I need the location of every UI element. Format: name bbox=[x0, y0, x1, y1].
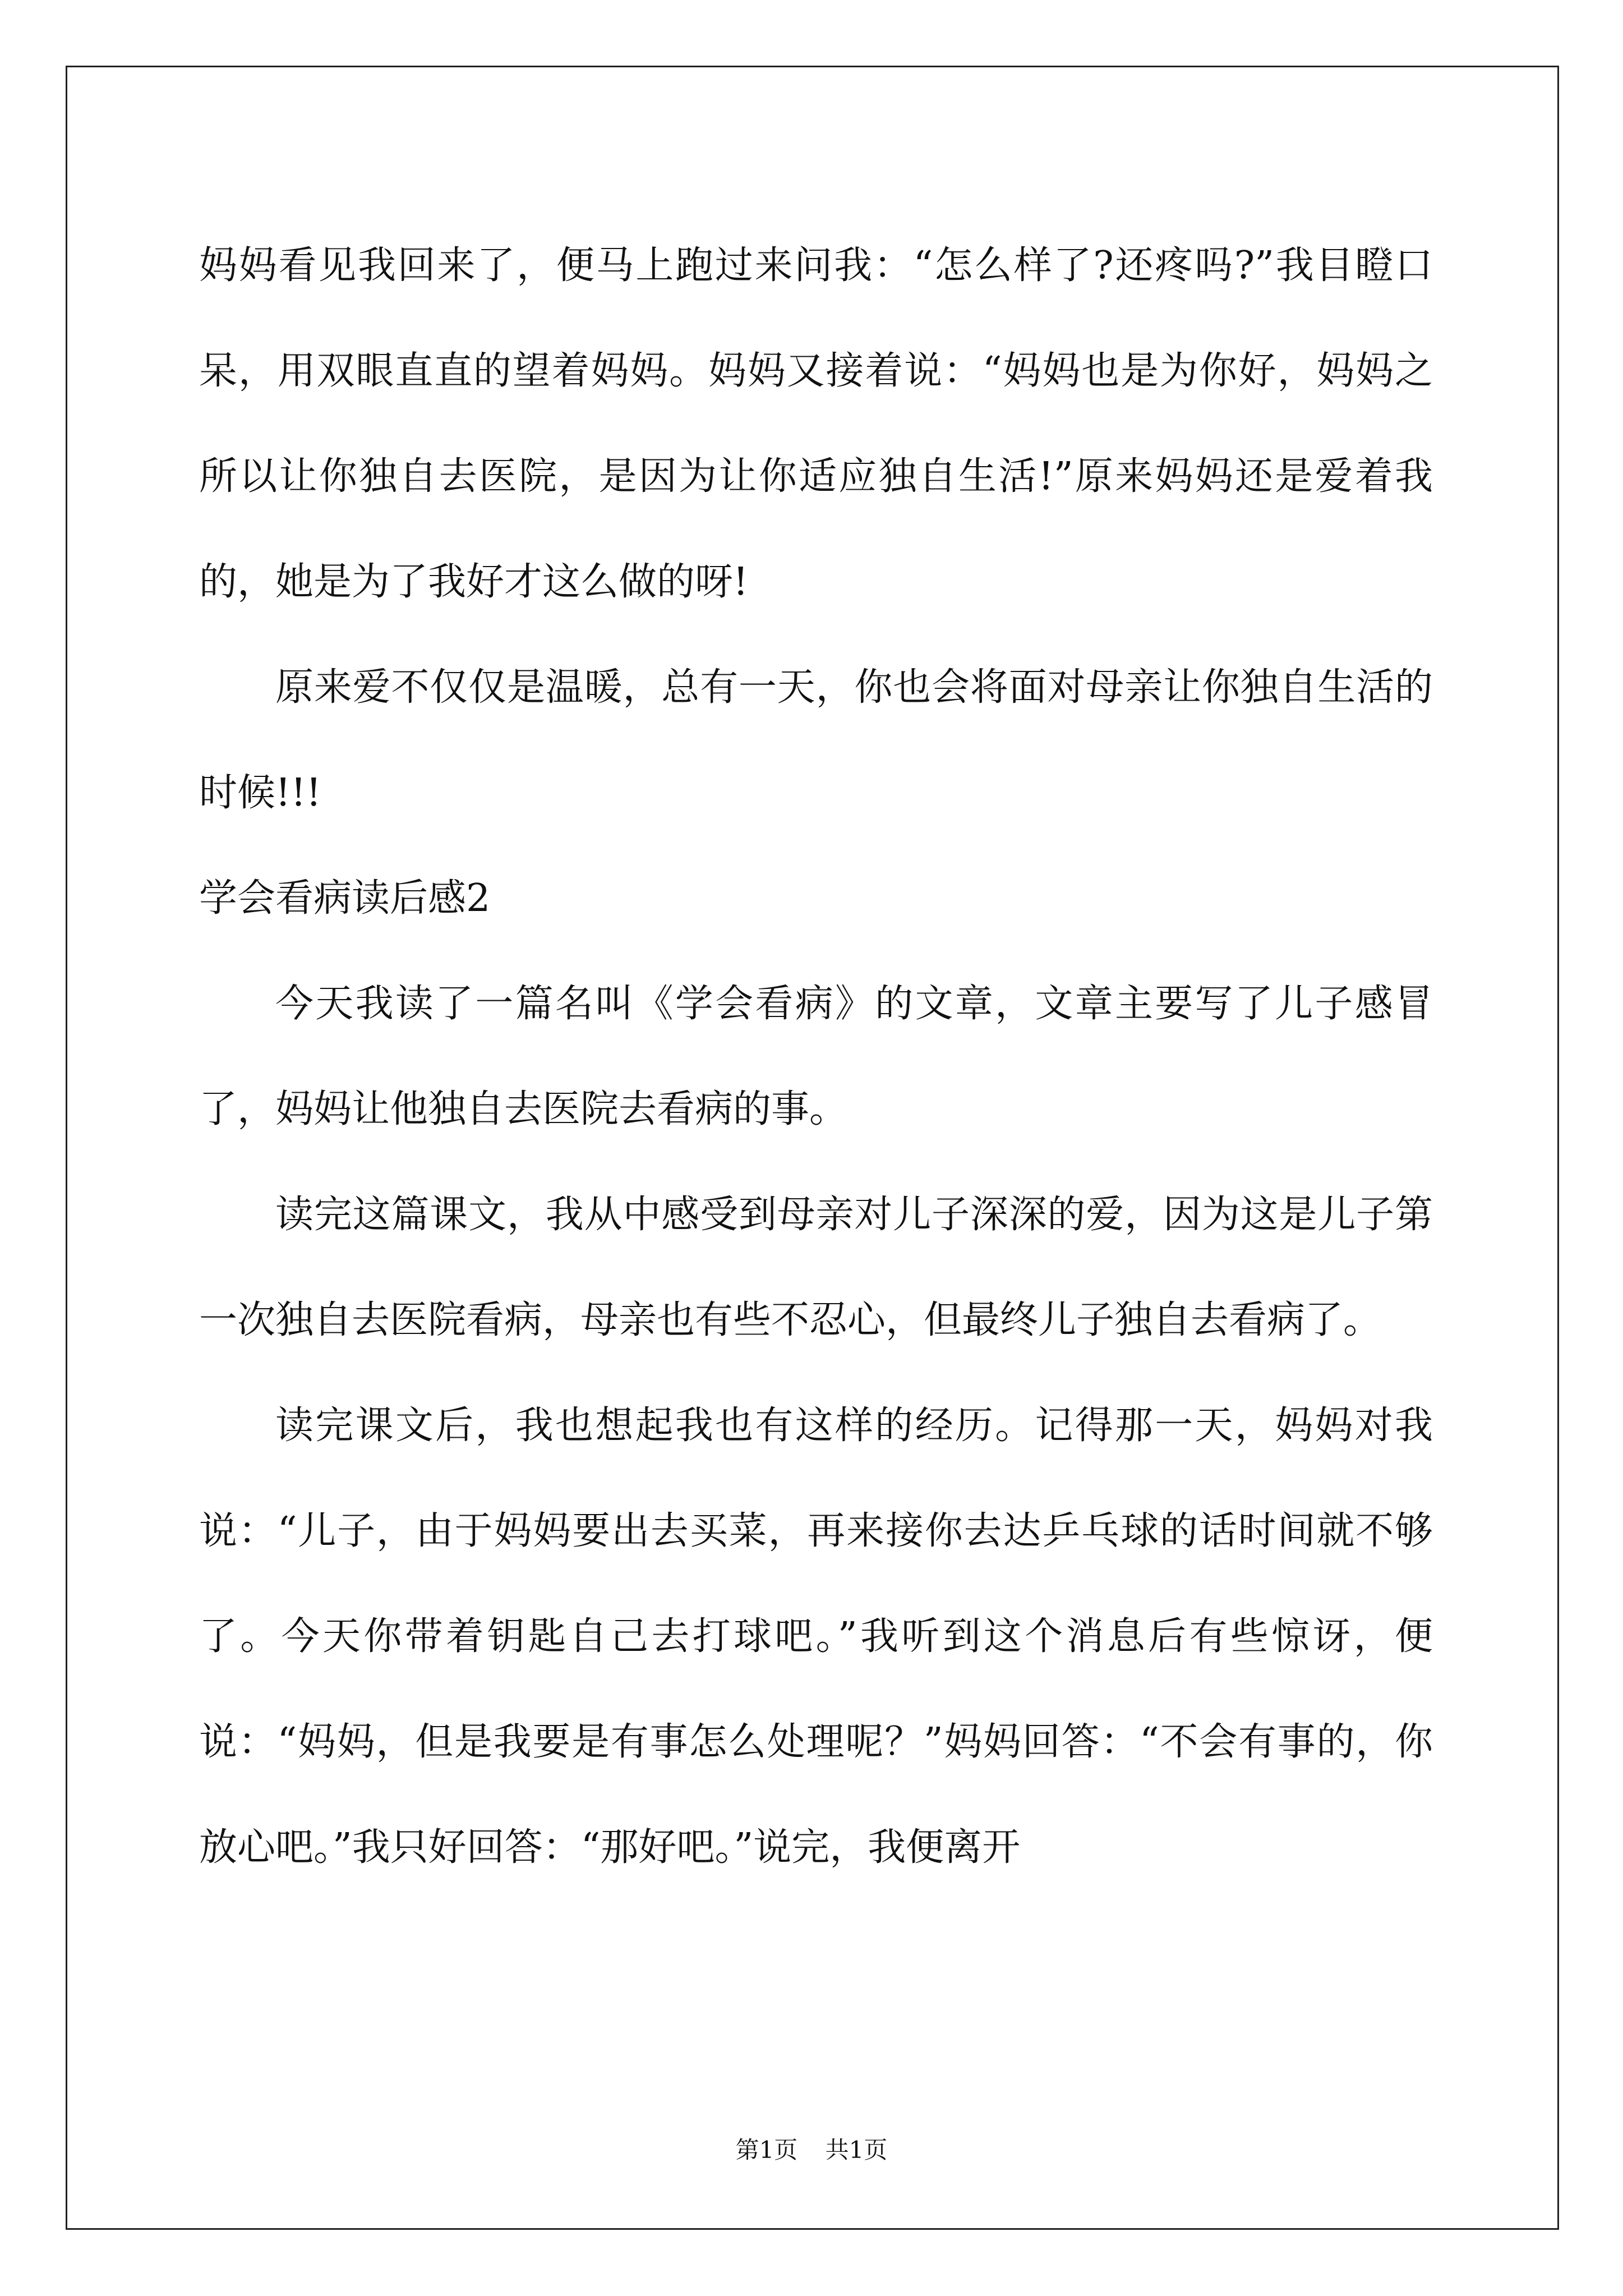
page-total: 共1页 bbox=[825, 2136, 888, 2164]
section-heading: 学会看病读后感2 bbox=[199, 876, 491, 921]
paragraph: 读完这篇课文，我从中感受到母亲对儿子深深的爱，因为这是儿子第一次独自去医院看病，母亲也有些不忍心，但最终儿子独自去看病了。 bbox=[199, 1193, 1433, 1342]
paragraph: 原来爱不仅仅是温暖，总有一天，你也会将面对母亲让你独自生活的时候!!! bbox=[199, 665, 1433, 815]
paragraph: 读完课文后，我也想起我也有这样的经历。记得那一天，妈妈对我说：“儿子，由于妈妈要出去买菜，再来接你去达乒乓球的话时间就不够了。今天你带着钥匙自己去打球吧。”我听到这个消息后有些惊讶，便说：“妈妈，但是我要是有事怎么处理呢？”妈妈回答：“不会有事的，你放心吧。”我只好回答：“那好吧。”说完，我便离开 bbox=[199, 1404, 1433, 1870]
page-footer bbox=[0, 2132, 1623, 2165]
paragraph: 今天我读了一篇名叫《学会看病》的文章，文章主要写了儿子感冒了，妈妈让他独自去医院去看病的事。 bbox=[199, 982, 1433, 1131]
document-body bbox=[199, 213, 1433, 1901]
page-number: 第1页 bbox=[735, 2136, 798, 2164]
paragraph: 妈妈看见我回来了，便马上跑过来问我：“怎么样了?还疼吗?”我目瞪口呆，用双眼直直的望着妈妈。妈妈又接着说：“妈妈也是为你好，妈妈之所以让你独自去医院，是因为让你适应独自生活!”原来妈妈还是爱着我的，她是为了我好才这么做的呀! bbox=[199, 243, 1433, 604]
